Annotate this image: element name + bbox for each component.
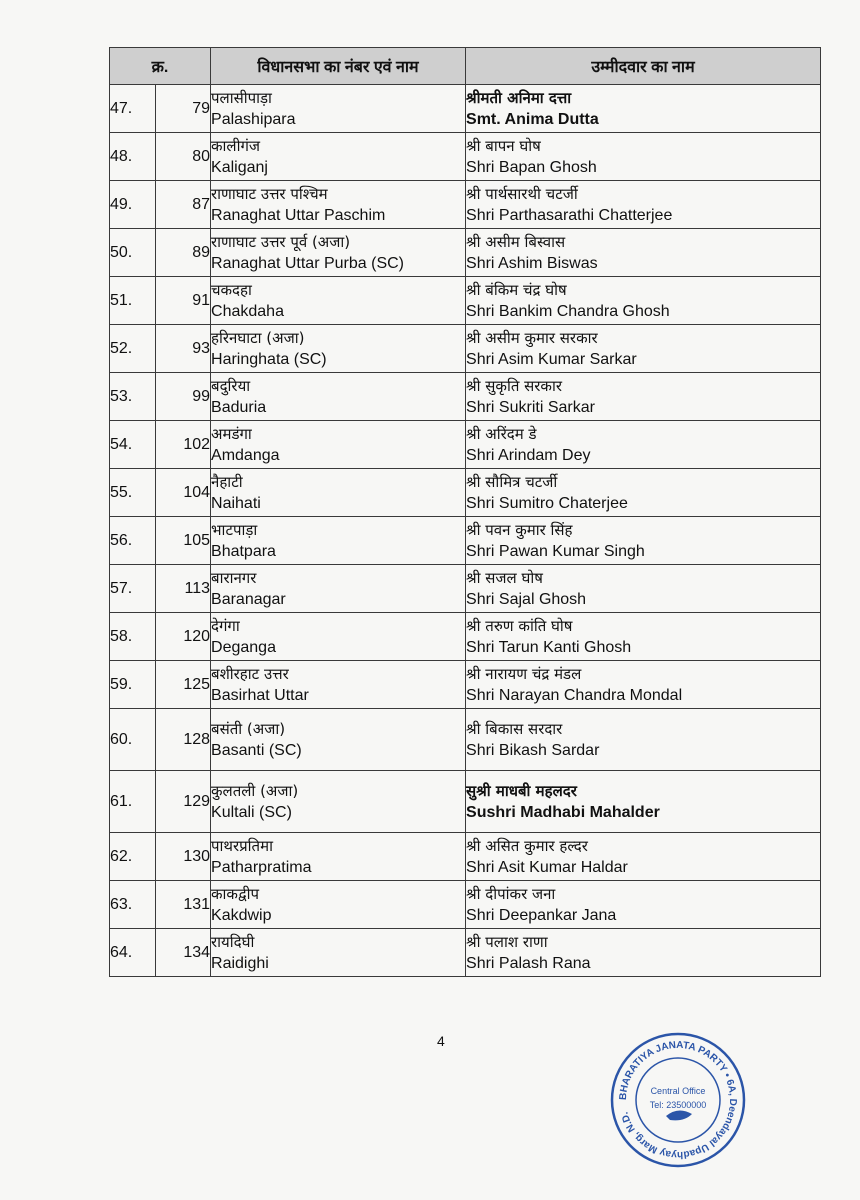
row-candidate-name	[466, 565, 821, 613]
row-serial: 62.	[110, 833, 156, 881]
row-candidate-name	[466, 229, 821, 277]
constituency-name-hindi: चकदहा	[211, 280, 252, 299]
candidate-name-english: Shri Sajal Ghosh	[466, 590, 587, 608]
candidate-name-english: Shri Narayan Chandra Mondal	[466, 686, 683, 704]
row-candidate-name	[466, 421, 821, 469]
constituency-name-hindi: देगंगा	[211, 616, 240, 635]
constituency-name-hindi: भाटपाड़ा	[211, 520, 258, 539]
header-serial: क्र.	[110, 48, 211, 85]
row-candidate-name	[466, 277, 821, 325]
row-constituency-name	[211, 565, 466, 613]
table-row	[110, 565, 821, 613]
row-constituency-number: 105	[156, 517, 211, 565]
row-constituency-name	[211, 325, 466, 373]
constituency-name-english: Basirhat Uttar	[211, 686, 309, 704]
row-constituency-number: 130	[156, 833, 211, 881]
candidate-name-english: Shri Bikash Sardar	[466, 741, 600, 759]
candidate-name-english: Shri Pawan Kumar Singh	[466, 542, 645, 560]
row-serial: 54.	[110, 421, 156, 469]
row-constituency-number: 120	[156, 613, 211, 661]
constituency-name-hindi: बारानगर	[211, 568, 257, 587]
candidate-name-english: Shri Parthasarathi Chatterjee	[466, 206, 673, 224]
row-candidate-name	[466, 661, 821, 709]
table-row	[110, 181, 821, 229]
constituency-name-hindi: अमडंगा	[211, 424, 252, 443]
row-serial: 63.	[110, 881, 156, 929]
table-row	[110, 771, 821, 833]
row-constituency-number: 79	[156, 85, 211, 133]
row-serial: 48.	[110, 133, 156, 181]
constituency-name-english: Amdanga	[211, 446, 280, 464]
candidate-name-english: Shri Ashim Biswas	[466, 254, 598, 272]
row-constituency-name	[211, 517, 466, 565]
header-candidate: उम्मीदवार का नाम	[466, 48, 821, 85]
row-constituency-name	[211, 277, 466, 325]
candidate-name-hindi: श्रीमती अनिमा दत्ता	[466, 88, 572, 107]
row-candidate-name	[466, 771, 821, 833]
row-serial: 57.	[110, 565, 156, 613]
table-row	[110, 709, 821, 771]
candidate-name-hindi: श्री बापन घोष	[466, 136, 541, 155]
candidate-name-english: Shri Asim Kumar Sarkar	[466, 350, 637, 368]
row-constituency-name	[211, 929, 466, 977]
constituency-name-hindi: काकद्वीप	[211, 884, 259, 903]
candidate-name-hindi: श्री बंकिम चंद्र घोष	[466, 280, 567, 299]
candidate-name-hindi: श्री पार्थसारथी चटर्जी	[466, 184, 578, 203]
row-serial: 58.	[110, 613, 156, 661]
constituency-name-hindi: हरिनघाटा (अजा)	[211, 328, 305, 347]
candidate-name-hindi: श्री तरुण कांति घोष	[466, 616, 573, 635]
row-candidate-name	[466, 613, 821, 661]
row-constituency-number: 134	[156, 929, 211, 977]
row-candidate-name	[466, 133, 821, 181]
row-serial: 56.	[110, 517, 156, 565]
row-serial: 50.	[110, 229, 156, 277]
row-constituency-number: 131	[156, 881, 211, 929]
constituency-name-hindi: कालीगंज	[211, 136, 261, 155]
row-constituency-name	[211, 613, 466, 661]
row-constituency-number: 93	[156, 325, 211, 373]
row-constituency-number: 89	[156, 229, 211, 277]
header-constituency: विधानसभा का नंबर एवं नाम	[211, 48, 466, 85]
row-serial: 51.	[110, 277, 156, 325]
row-candidate-name	[466, 85, 821, 133]
row-candidate-name	[466, 709, 821, 771]
constituency-name-english: Palashipara	[211, 110, 296, 128]
table-row	[110, 929, 821, 977]
candidate-name-hindi: श्री सजल घोष	[466, 568, 543, 587]
row-constituency-number: 80	[156, 133, 211, 181]
constituency-name-hindi: कुलतली (अजा)	[211, 781, 299, 800]
constituency-name-english: Basanti (SC)	[211, 741, 302, 759]
row-constituency-number: 125	[156, 661, 211, 709]
row-constituency-name	[211, 133, 466, 181]
candidate-name-hindi: सुश्री माधबी महलदर	[466, 781, 577, 800]
candidate-name-english: Smt. Anima Dutta	[466, 110, 599, 128]
table-row	[110, 881, 821, 929]
row-constituency-name	[211, 85, 466, 133]
candidate-name-english: Shri Palash Rana	[466, 954, 591, 972]
row-candidate-name	[466, 929, 821, 977]
candidate-name-english: Shri Asit Kumar Haldar	[466, 858, 628, 876]
constituency-name-english: Haringhata (SC)	[211, 350, 327, 368]
row-serial: 60.	[110, 709, 156, 771]
candidate-name-hindi: श्री नारायण चंद्र मंडल	[466, 664, 582, 683]
constituency-name-english: Bhatpara	[211, 542, 276, 560]
candidate-name-hindi: श्री सौमित्र चटर्जी	[466, 472, 558, 491]
row-constituency-name	[211, 881, 466, 929]
row-serial: 59.	[110, 661, 156, 709]
row-serial: 61.	[110, 771, 156, 833]
candidate-name-english: Shri Sumitro Chaterjee	[466, 494, 628, 512]
table-row	[110, 85, 821, 133]
candidate-name-hindi: श्री सुकृति सरकार	[466, 376, 562, 395]
candidate-name-english: Shri Sukriti Sarkar	[466, 398, 595, 416]
constituency-name-hindi: रायदिघी	[211, 932, 255, 951]
row-constituency-name	[211, 833, 466, 881]
candidate-name-hindi: श्री असीम कुमार सरकार	[466, 328, 598, 347]
table-row	[110, 229, 821, 277]
row-serial: 53.	[110, 373, 156, 421]
constituency-name-english: Chakdaha	[211, 302, 284, 320]
candidate-name-hindi: श्री अरिंदम डे	[466, 424, 537, 443]
constituency-name-english: Patharpratima	[211, 858, 312, 876]
signature-mark-icon	[666, 1110, 692, 1120]
constituency-name-english: Naihati	[211, 494, 261, 512]
candidate-name-hindi: श्री दीपांकर जना	[466, 884, 556, 903]
table-row	[110, 517, 821, 565]
row-serial: 49.	[110, 181, 156, 229]
constituency-name-english: Kaliganj	[211, 158, 268, 176]
constituency-name-hindi: पलासीपाड़ा	[211, 88, 272, 107]
candidate-name-hindi: श्री बिकास सरदार	[466, 719, 563, 738]
page-number: 4	[437, 1033, 445, 1049]
party-seal-stamp	[608, 1030, 748, 1170]
row-candidate-name	[466, 517, 821, 565]
row-constituency-name	[211, 373, 466, 421]
candidate-name-english: Shri Bapan Ghosh	[466, 158, 597, 176]
row-constituency-name	[211, 469, 466, 517]
row-candidate-name	[466, 181, 821, 229]
candidate-name-hindi: श्री असित कुमार हल्दर	[466, 836, 588, 855]
row-serial: 55.	[110, 469, 156, 517]
table-row	[110, 469, 821, 517]
candidate-table	[109, 47, 821, 977]
row-candidate-name	[466, 325, 821, 373]
table-header-row	[110, 48, 821, 85]
seal-line-1: Central Office	[650, 1086, 706, 1096]
candidate-name-hindi: श्री पलाश राणा	[466, 932, 548, 951]
table-row	[110, 373, 821, 421]
table-row	[110, 421, 821, 469]
candidate-name-hindi: श्री पवन कुमार सिंह	[466, 520, 573, 539]
candidate-name-english: Sushri Madhabi Mahalder	[466, 803, 660, 821]
row-constituency-number: 99	[156, 373, 211, 421]
row-constituency-name	[211, 661, 466, 709]
table-row	[110, 613, 821, 661]
candidate-name-english: Shri Deepankar Jana	[466, 906, 617, 924]
constituency-name-english: Kakdwip	[211, 906, 272, 924]
table-row	[110, 325, 821, 373]
row-constituency-number: 91	[156, 277, 211, 325]
seal-ring-text: BHARATIYA JANATA PARTY • 6A, Deendayal Upadhyay Marg, N.D.	[617, 1039, 739, 1161]
constituency-name-english: Raidighi	[211, 954, 269, 972]
table-row	[110, 833, 821, 881]
table-row	[110, 277, 821, 325]
constituency-name-hindi: बदुरिया	[211, 376, 251, 395]
row-constituency-name	[211, 181, 466, 229]
row-constituency-number: 87	[156, 181, 211, 229]
table-row	[110, 661, 821, 709]
constituency-name-english: Ranaghat Uttar Purba (SC)	[211, 254, 404, 272]
row-constituency-name	[211, 709, 466, 771]
row-serial: 47.	[110, 85, 156, 133]
constituency-name-english: Baduria	[211, 398, 267, 416]
constituency-name-hindi: राणाघाट उत्तर पश्चिम	[211, 184, 328, 203]
seal-line-2: Tel: 23500000	[649, 1100, 707, 1110]
constituency-name-english: Baranagar	[211, 590, 286, 608]
candidate-name-english: Shri Bankim Chandra Ghosh	[466, 302, 670, 320]
constituency-name-english: Ranaghat Uttar Paschim	[211, 206, 386, 224]
candidate-name-english: Shri Tarun Kanti Ghosh	[466, 638, 632, 656]
table-row	[110, 133, 821, 181]
row-candidate-name	[466, 469, 821, 517]
constituency-name-english: Kultali (SC)	[211, 803, 292, 821]
candidate-name-hindi: श्री असीम बिस्वास	[466, 232, 566, 251]
row-constituency-name	[211, 771, 466, 833]
row-constituency-number: 128	[156, 709, 211, 771]
constituency-name-hindi: नैहाटी	[211, 472, 243, 491]
row-candidate-name	[466, 881, 821, 929]
row-serial: 64.	[110, 929, 156, 977]
row-candidate-name	[466, 833, 821, 881]
constituency-name-hindi: बशीरहाट उत्तर	[211, 664, 289, 683]
row-constituency-name	[211, 229, 466, 277]
row-constituency-name	[211, 421, 466, 469]
row-constituency-number: 129	[156, 771, 211, 833]
table-body	[110, 85, 821, 977]
row-constituency-number: 102	[156, 421, 211, 469]
constituency-name-hindi: राणाघाट उत्तर पूर्व (अजा)	[211, 232, 351, 251]
candidate-name-english: Shri Arindam Dey	[466, 446, 591, 464]
row-candidate-name	[466, 373, 821, 421]
constituency-name-hindi: बसंती (अजा)	[211, 719, 286, 738]
constituency-name-english: Deganga	[211, 638, 276, 656]
row-serial: 52.	[110, 325, 156, 373]
constituency-name-hindi: पाथरप्रतिमा	[211, 836, 273, 855]
row-constituency-number: 104	[156, 469, 211, 517]
row-constituency-number: 113	[156, 565, 211, 613]
